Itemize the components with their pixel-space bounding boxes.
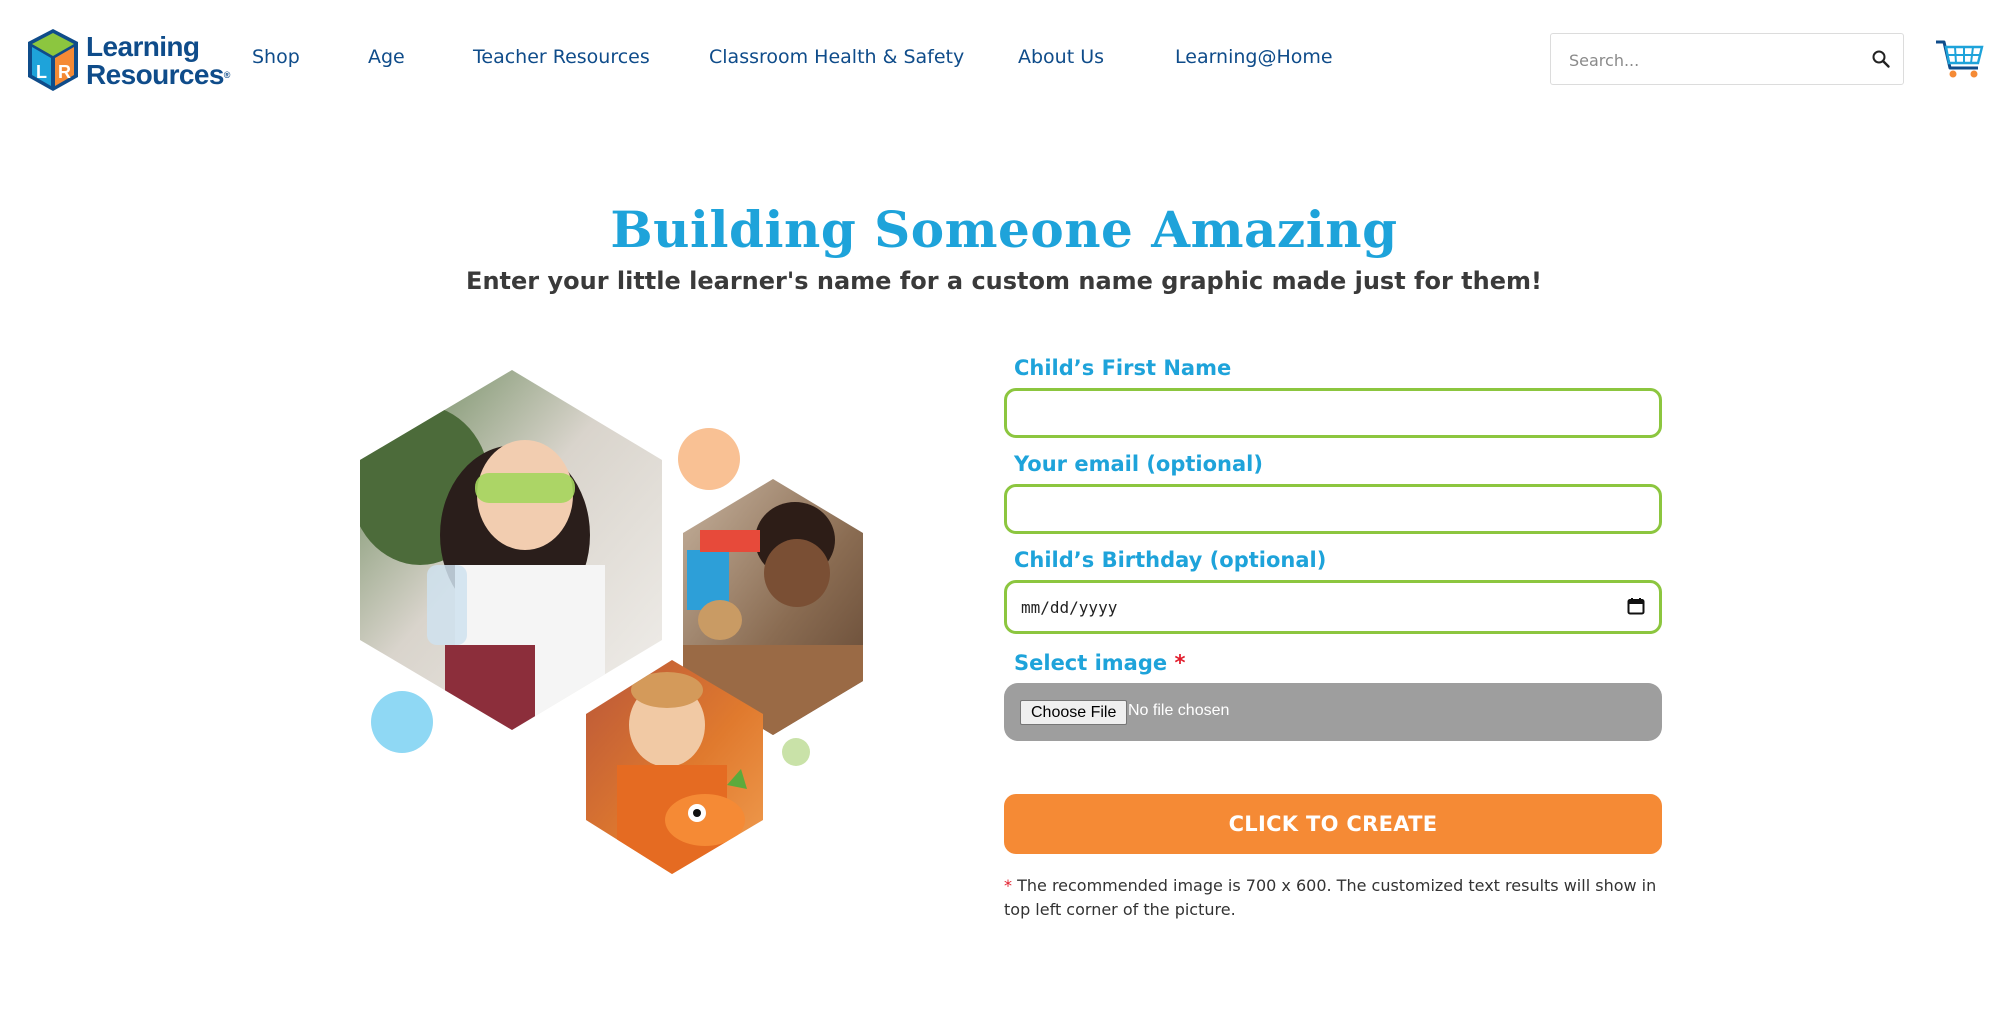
page-title: Building Someone Amazing xyxy=(610,200,1398,259)
decor-circle-blue xyxy=(371,691,433,753)
nav-item-shop[interactable]: Shop xyxy=(252,46,300,68)
logo-wordmark xyxy=(86,33,230,89)
hexagon-photo-collage xyxy=(355,365,875,880)
note-text: The recommended image is 700 x 600. The customized text results will show in top left corner of the picture. xyxy=(1004,876,1657,919)
nav-item-learning-at-home[interactable]: Learning@Home xyxy=(1175,46,1333,68)
site-logo[interactable] xyxy=(26,27,230,93)
site-header xyxy=(0,0,2000,120)
required-asterisk: * xyxy=(1174,651,1186,675)
select-image-label-text: Select image xyxy=(1014,651,1168,675)
birthday-date-input[interactable] xyxy=(1004,580,1662,634)
search-box xyxy=(1550,33,1904,85)
logo-line-2-text: Resources xyxy=(86,59,224,90)
logo-line-2 xyxy=(86,61,230,89)
click-to-create-button[interactable]: CLICK TO CREATE xyxy=(1004,794,1662,854)
svg-text:R: R xyxy=(58,62,71,82)
calendar-icon[interactable] xyxy=(1627,597,1645,615)
search-input[interactable] xyxy=(1567,47,1861,73)
logo-registered-mark: ® xyxy=(223,70,230,80)
nav-item-teacher-resources[interactable]: Teacher Resources xyxy=(473,46,650,68)
search-icon[interactable] xyxy=(1871,49,1891,69)
decor-circle-green xyxy=(782,738,810,766)
email-input[interactable] xyxy=(1007,487,1659,531)
nav-item-age[interactable]: Age xyxy=(368,46,405,68)
file-status-text: No file chosen xyxy=(1128,702,1230,719)
file-upload-box xyxy=(1004,683,1662,741)
nav-item-classroom-health-safety[interactable]: Classroom Health & Safety xyxy=(709,46,965,68)
image-recommendation-note xyxy=(1004,874,1684,922)
logo-line-1: Learning xyxy=(86,31,200,62)
email-label: Your email (optional) xyxy=(1014,452,1263,476)
email-field-wrapper xyxy=(1004,484,1662,534)
birthday-placeholder: mm/dd/yyyy xyxy=(1021,598,1118,617)
note-asterisk: * xyxy=(1004,876,1012,895)
decor-circle-orange xyxy=(678,428,740,490)
svg-text:L: L xyxy=(36,62,47,82)
logo-cube-icon xyxy=(26,27,80,93)
photo-girl-science-hexagon xyxy=(355,365,675,735)
first-name-field-wrapper xyxy=(1004,388,1662,438)
select-image-label xyxy=(1014,651,1185,675)
nav-item-about-us[interactable]: About Us xyxy=(1018,46,1105,68)
first-name-label: Child’s First Name xyxy=(1014,356,1232,380)
cart-icon[interactable] xyxy=(1934,38,1986,80)
choose-file-button[interactable]: Choose File xyxy=(1020,700,1127,725)
page-subtitle: Enter your little learner's name for a custom name graphic made just for them! xyxy=(466,267,1542,295)
first-name-input[interactable] xyxy=(1007,391,1659,435)
birthday-label: Child’s Birthday (optional) xyxy=(1014,548,1327,572)
